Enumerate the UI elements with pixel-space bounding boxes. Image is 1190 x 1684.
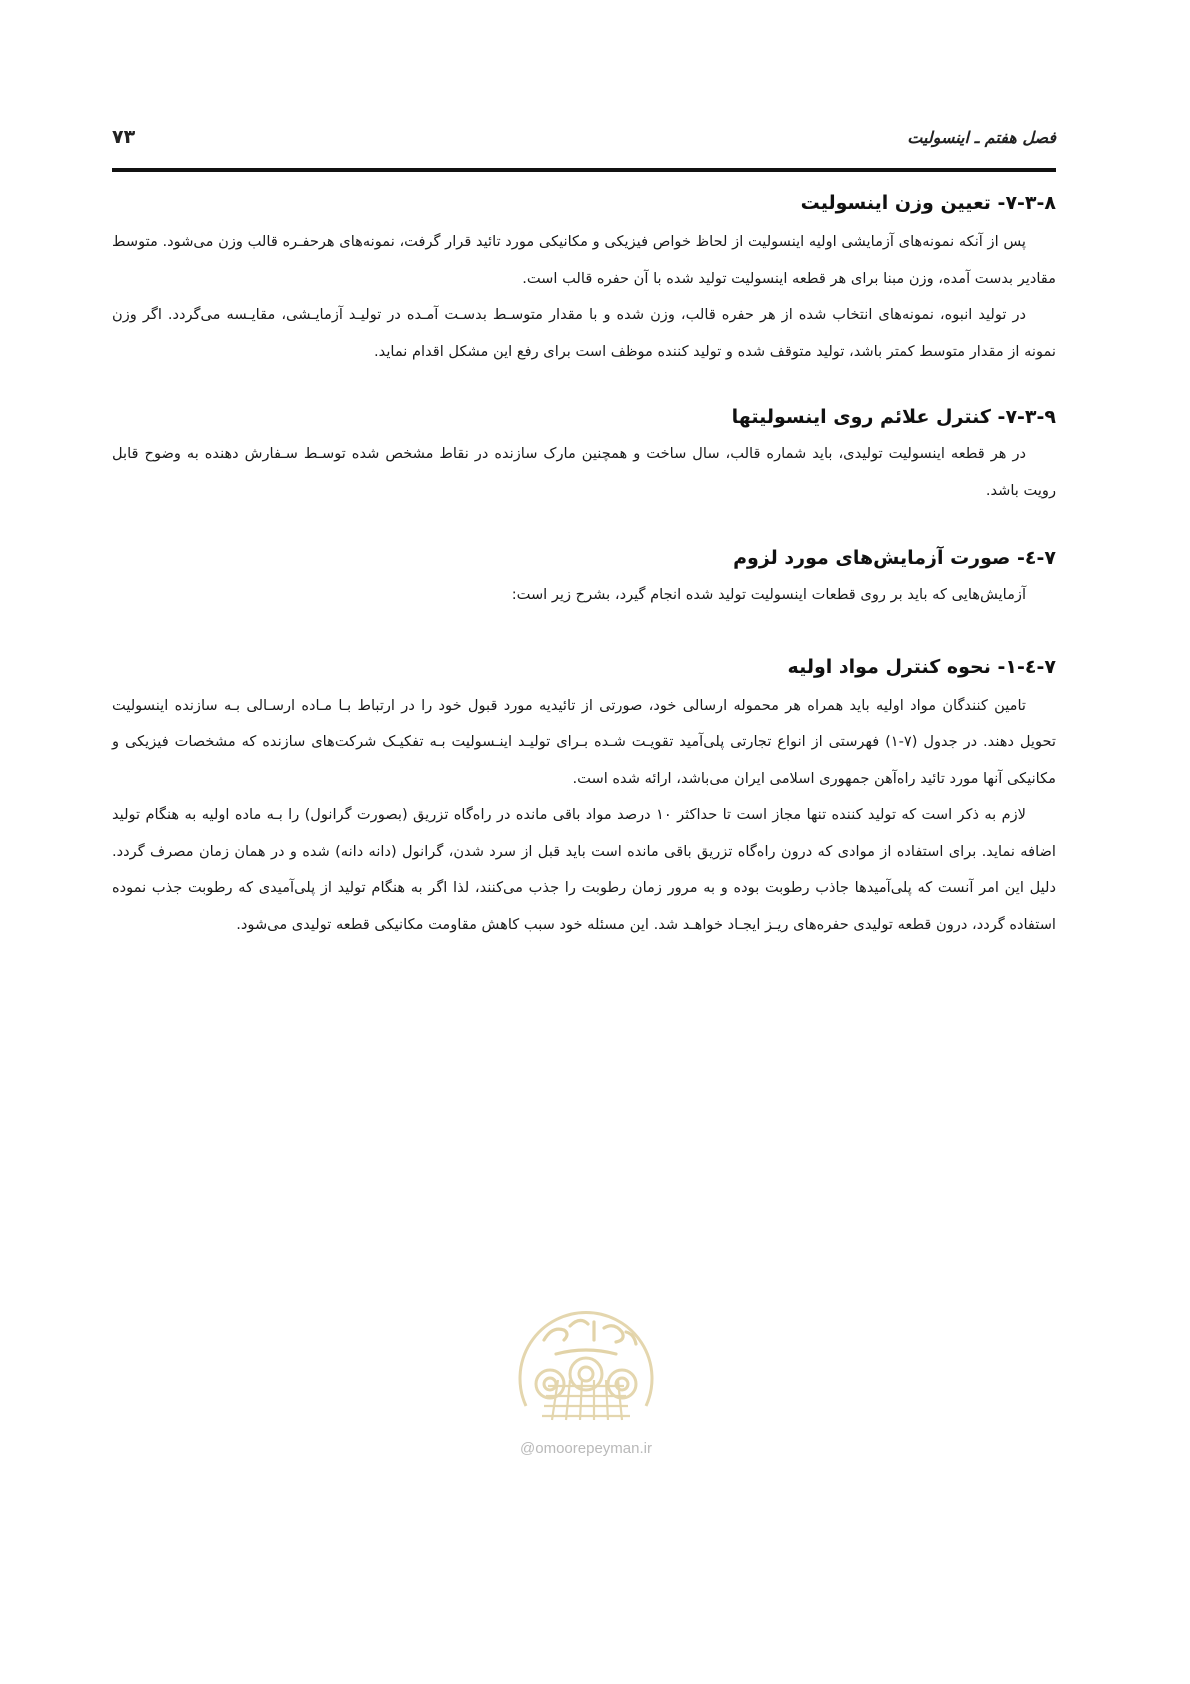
watermark-url: @omoorepeyman.ir [520, 1440, 652, 1457]
paragraph: در تولید انبوه، نمونه‌های انتخاب شده از هر حفره قالب، وزن شده و با مقدار متوسـط بدسـت آمـده در تولیـد آزمایـشی، مقایـسه می‌گردد. اگر وزن نمونه از مقدار متوسط کمتر باشد، تولید متوقف شده و تولید کننده موظف است برای رفع این مشکل اقدام نماید. [112, 306, 1056, 360]
section-required-tests [112, 543, 1056, 614]
paragraph: آزمایش‌هایی که باید بر روی قطعات اینسولیت تولید شده انجام گیرد، بشرح زیر است: [511, 586, 1026, 603]
section-insulite-weight [112, 188, 1056, 370]
section-heading: ۷-٤- صورت آزمایش‌های مورد لزوم [733, 547, 1056, 569]
section-heading: ۷-۳-۹- کنترل علائم روی اینسولیتها [731, 406, 1056, 428]
page-content [112, 188, 1056, 943]
paragraph: تامین کنندگان مواد اولیه باید همراه هر محموله ارسالی خود، صورتی از تائیدیه مورد قبول خود را در ارتباط بـا مـاده ارسـالی بـه سازنده اینسولیت تحویل دهند. در جدول (۷-۱) فهرستی از انواع تجارتی پلی‌آمید تقویـت شـده بـرای تولیـد اینـسولیت بـه تفکیـک شرکت‌های سازنده که مشخصات فیزیکی و مکانیکی آنها مورد تائید راه‌آهن جمهوری اسلامی ایران می‌باشد، ارائه شده است. [112, 696, 1056, 787]
chapter-title: فصل هفتم ـ اینسولیت [907, 128, 1056, 147]
section-raw-material-control [112, 652, 1056, 944]
header-rule [112, 168, 1056, 172]
section-marking-control [112, 402, 1056, 509]
paragraph: پس از آنکه نمونه‌های آزمایشی اولیه اینسولیت از لحاظ خواص فیزیکی و مکانیکی مورد تائید قرار گرفت، نمونه‌های هرحفـره قالب وزن می‌شود. متوسط مقادیر بدست آمده، وزن مبنا برای هر قطعه اینسولیت تولید شده با آن حفره قالب است. [112, 233, 1056, 287]
page-number: ۷۳ [112, 126, 136, 148]
paragraph: لازم به ذکر است که تولید کننده تنها مجاز است تا حداکثر ۱۰ درصد مواد باقی مانده در راه‌گاه تزریق (بصورت گرانول) را بـه ماده اولیه به هنگام تولید اضافه نماید. برای استفاده از موادی که درون راه‌گاه تزریق باقی مانده است باید قبل از سرد شدن، گرانول (دانه دانه) شده و در همان زمان مصرف گردد. دلیل این امر آنست که پلی‌آمیدها جاذب رطوبت بوده و به مرور زمان رطوبت را جذب می‌کنند، لذا اگر به هنگام تولید از پلی‌آمیدی که رطوبت جذب نموده استفاده گردد، درون قطعه تولیدی حفره‌های ریـز ایجـاد خواهـد شد. این مسئله خود سبب کاهش مقاومت مکانیکی قطعه تولیدی می‌شود. [112, 806, 1056, 933]
section-heading: ۷-٤-۱- نحوه کنترل مواد اولیه [787, 655, 1056, 678]
watermark-logo [486, 1288, 686, 1438]
section-heading: ۷-۳-۸- تعیین وزن اینسولیت [800, 192, 1056, 214]
paragraph: در هر قطعه اینسولیت تولیدی، باید شماره قالب، سال ساخت و همچنین مارک سازنده در نقاط مشخص شده توسـط سـفارش دهنده به وضوح قابل رویت باشد. [112, 445, 1056, 499]
running-header [112, 128, 1056, 154]
